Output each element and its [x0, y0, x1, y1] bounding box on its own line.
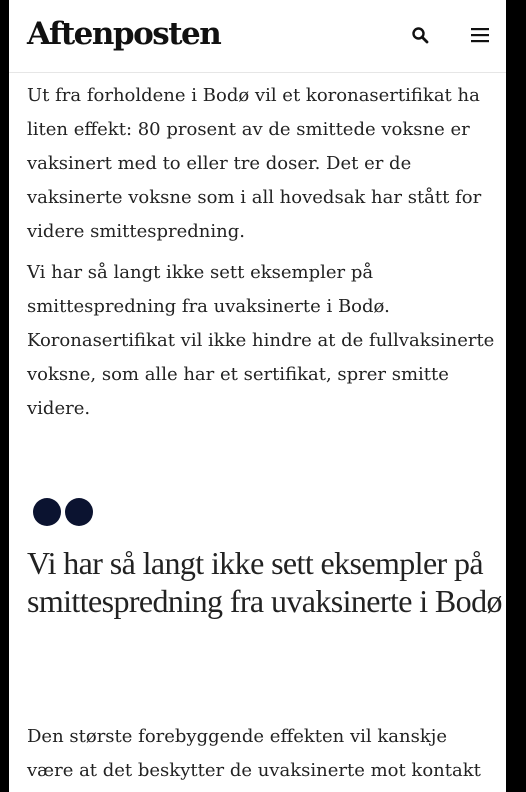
site-header — [9, 0, 506, 73]
hamburger-menu-icon — [470, 26, 490, 44]
article-paragraph-1: Ut fra forholdene i Bodø vil et koronasertifikat ha liten effekt: 80 prosent av de smittede voksne er vaksinert med to eller tre doser. Det er de vaksinerte voksne som i all hovedsak har stått for videre smittespredning. — [27, 85, 482, 242]
search-icon — [411, 26, 429, 44]
menu-button[interactable] — [467, 22, 493, 48]
article-paragraph-2: Vi har så langt ikke sett eksempler på smittespredning fra uvaksinerte i Bodø. Koronasertifikat vil ikke hindre at de fullvaksinerte voksne, som alle har et sertifikat, sprer smitte videre. — [27, 262, 495, 419]
pull-quote: Vi har så langt ikke sett eksempler på smittespredning fra uvaksinerte i Bodø — [27, 545, 502, 619]
article-paragraph-3: Den største forebyggende effekten vil kanskje være at det beskytter de uvaksinerte mot kontakt — [27, 726, 481, 781]
search-button[interactable] — [407, 22, 433, 48]
site-logo[interactable]: Aftenposten — [27, 16, 221, 52]
quotation-mark-icon — [29, 494, 103, 530]
article-page — [9, 0, 506, 792]
